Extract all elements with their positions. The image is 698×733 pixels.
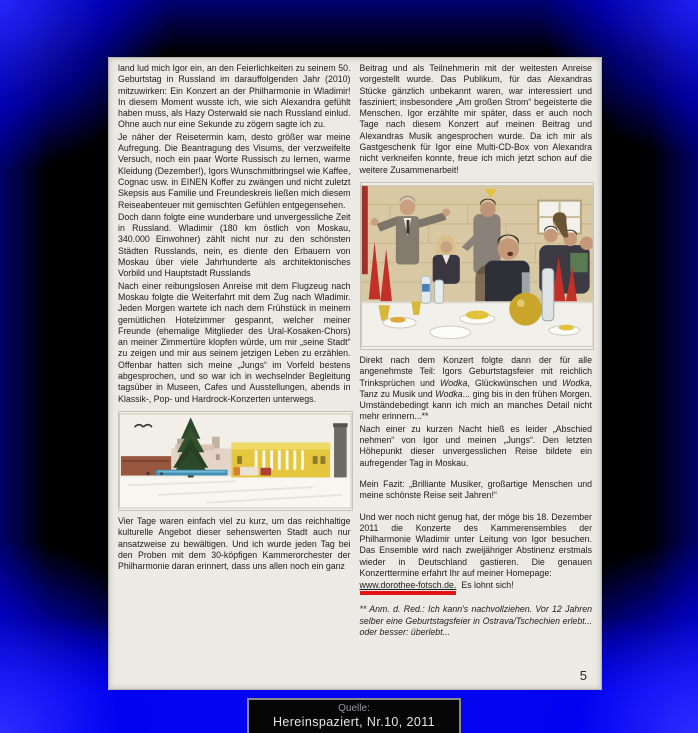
paragraph: Und wer noch nicht genug hat, der möge bis 18. Dezember 2011 die Konzerte des Kammerensembles der Philharmonie Wladimir unter Leitung von Igor besuchen. Das Ensemble wird nach zweijähriger Abstinenz erstmals wieder in Deutschland gastieren. Die genauen Konzerttermine erfahrt Ihr auf meiner Homepage: [359, 511, 592, 579]
banquet-photo [360, 182, 595, 350]
left-column [118, 63, 351, 639]
article-page [108, 57, 602, 690]
red-banner [361, 185, 368, 274]
paragraph-fazit: Mein Fazit: „Brilliante Musiker, großartige Menschen und meine schönste Reise seit Jahren!“ [359, 478, 592, 501]
vehicles [233, 467, 271, 476]
paragraph: Doch dann folgte eine wunderbare und unvergessliche Zeit in Russland. Wladimir (180 km östlich von Moskau, 340.000 Einwohner) zählt nicht nur zu den schönsten Städten Russlands, nein, es diente den Erbauern von Moskau über viele Jahrhunderte als architektonisches Vorbild und Hauptstadt Russlands [118, 211, 351, 279]
paragraph: Je näher der Reisetermin kam, desto größer war meine Aufregung. Die Beantragung des Visums, der verzweifelte Versuch, noch ein paar Worte Russisch zu lernen, warme Kleidung (Dezember!), Igors Wunschmitbringsel wie Kaffee, Cognac usw. in EINEN Koffer zu zwängen und nicht zuletzt Skepsis aus Familie und Freundeskreis ließen mich diesem Reiseabenteuer mit gemischten Gefühlen entgegensehen. [118, 131, 351, 210]
caption-box [247, 698, 461, 733]
fence-stage [156, 470, 228, 476]
paragraph: Nach einer reibungslosen Anreise mit dem Flugzeug nach Moskau folgte die Weiterfahrt mit dem Zug nach Wladimir. Jeden Morgen wartete ich nach dem Frühstück in meinem gemütlichen Hotelzimmer gespannt, welcher meiner Freunde (ehemalige Mitglieder des Ural-Kosaken-Chors) an meiner Zimmertüre klopfen würde, um mir „seine Stadt“ zu zeigen und mir aus seinem jetzigen Leben zu erzählen. Offenbar hatten sich meine „Jungs“ im Vorfeld bestens abgesprochen, und so war ich in wechselnder Begleitung tagsüber in Museen, Cafes und Ausstellungen, abends in Klassik-, Pop- und Hardrock-Konzerten unterwegs. [118, 280, 351, 404]
caption-source-value: Hereinspaziert, Nr.10, 2011 [272, 715, 436, 729]
homepage-tagline: Es lohnt sich! [461, 580, 514, 591]
homepage-link[interactable]: www.dorothee-fotsch.de. [360, 580, 457, 595]
editor-footnote: ** Anm. d. Red.: Ich kann's nachvollziehen. Vor 12 Jahren selber eine Geburtstagsfeier in Ostrava/Tschechien erlebt... oder besser: überlebt... [359, 604, 592, 637]
paragraph: land lud mich Igor ein, an den Feierlichkeiten zu seinem 50. Geburtstag in Russland im darauffolgenden Jahr (2010) mitzuwirken: Ein Konzert an der Philharmonie in Wladimir! In diesem Moment wusste ich, wie sich Alexandra gefühlt haben muss, als Hazy Osterwald sie nach Russland einlud. Ohne auch nur eine Sekunde zu zögern sagte ich zu. [118, 63, 351, 130]
paragraph: Beitrag und als Teilnehmerin mit der weitesten Anreise vorgestellt wurde. Das Publikum, für das Alexandras Stücke gänzlich unbekannt waren, war interessiert und fasziniert; insbesondere „Am großen Strom“ begeisterte die Menschen. Igor erzählte mir später, dass er auch noch Tage nach diesem Konzert auf meinen Beitrag und Alexandras Musik angesprochen wurde. Da ich mir als Gastgeschenk für Igor eine Multi-CD-Box von Alexandra nicht verkneifen konnte, freue ich mich jetzt schon auf die weitere Zusammenarbeit! [359, 63, 592, 175]
right-column [360, 63, 593, 639]
paragraph: Vier Tage waren einfach viel zu kurz, um das reichhaltige kulturelle Angebot dieser sehenswerten Stadt auch nur ansatzweise zu bewältigen. Und ich wurde jeden Tag bei den Proben mit dem 30-köpfigen Kammerorchester der Philharmonie daran erinnert, dass uns allen noch ein ganz [118, 515, 351, 572]
caption-source-label: Quelle: [338, 703, 370, 714]
page-number: 5 [579, 668, 587, 683]
paragraph: Direkt nach dem Konzert folgte dann der für alle angenehmste Teil: Igors Geburtstagsfeier mit reichlich Trinksprüchen und Wodka, Glückwünschen und Wodka, Tanz zu Musik und Wodka... ging bis in den frühen Morgen. Umständebedingt kann ich mich an manches Detail nicht mehr erinnern...** [359, 354, 592, 422]
monument-obelisk [333, 423, 348, 477]
winter-square-photo [118, 411, 353, 511]
homepage-line [360, 580, 593, 595]
paragraph: Nach einer zu kurzen Nacht hieß es leider „Abschied nehmen“ von Igor und meinen „Jungs“. Den letzten Höhepunkt dieser unvergesslichen Reise bildete ein aufregender Tag in Moskau. [359, 423, 592, 468]
